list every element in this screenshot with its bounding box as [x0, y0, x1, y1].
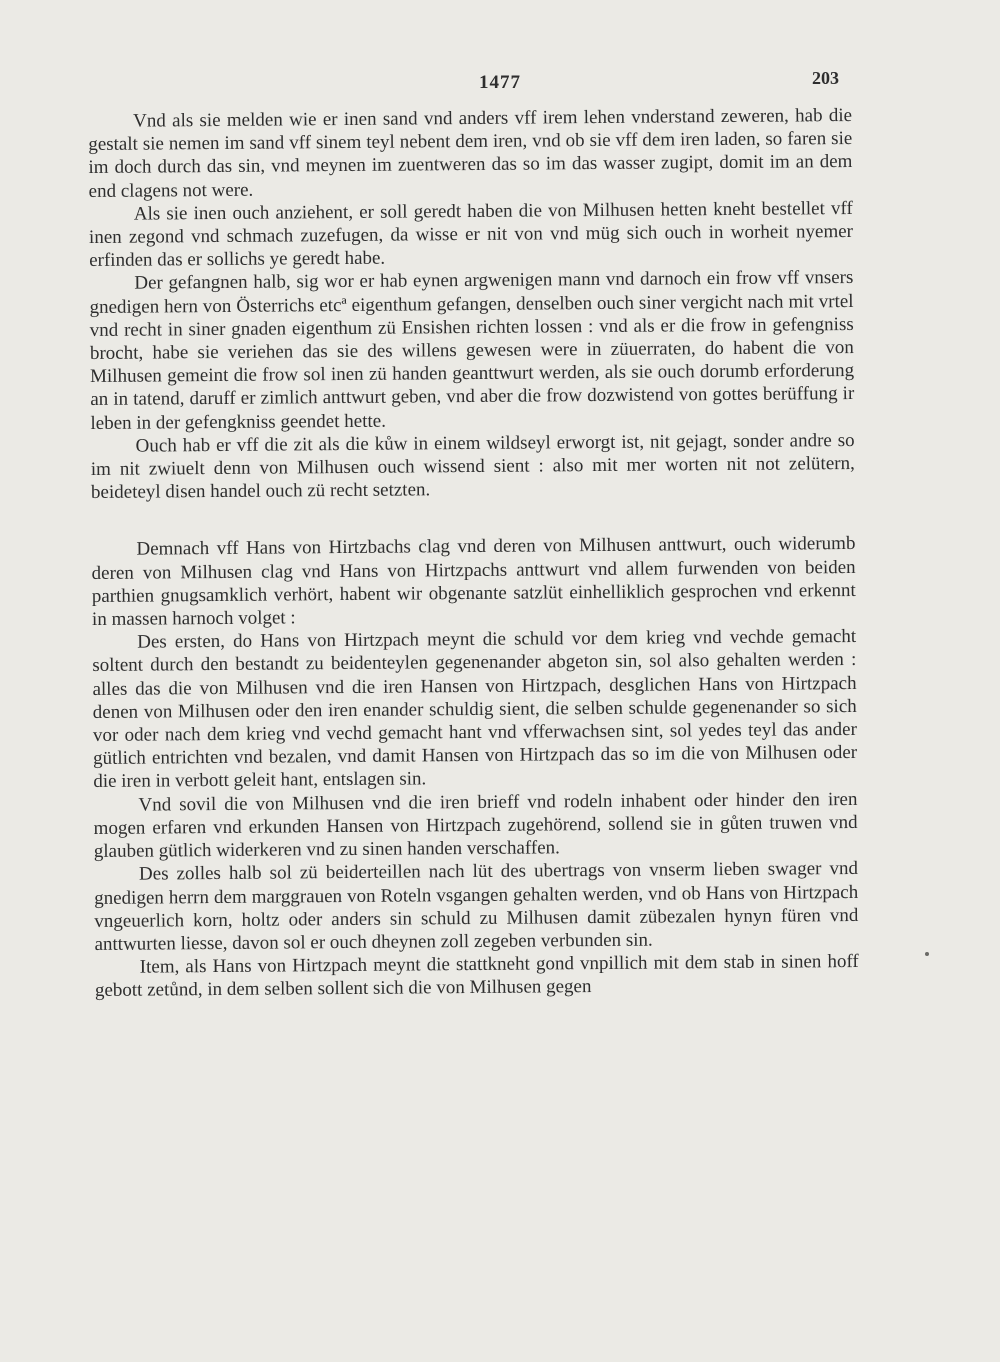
paragraph: Demnach vff Hans von Hirtzbachs clag vnd deren von Milhusen anttwurt, ouch widerumb deren von Milhusen clag vnd Hans von Hirtzpachs anttwurt vnd allem furwenden von beiden parthien gnugsamklich verhört, habent wir obgenante satzlüt einhelliklich gesprochen vnd erkennt in massen harnoch volget :: [91, 533, 856, 631]
paragraph: Des zolles halb sol zü beiderteillen nach lüt des ubertrags von vnserm lieben swager vnd gnedigen herrn dem marggrauen von Roteln vsgangen gehalten werden, vnd ob Hans von Hirtzpach vngeuerlich korn, holtz oder anders sin schuld zu Milhusen damit zübezalen hynyn füren vnd anttwurten liesse, davon sol er ouch dheynen zoll zegeben verbunden sin.: [94, 858, 859, 955]
body-text: [88, 104, 859, 1002]
page-number: 203: [812, 68, 839, 88]
paragraph: Vnd als sie melden wie er inen sand vnd anders vff irem lehen vnderstand zeweren, hab die gestalt sie nemen im sand vff sinem teyl nebent dem iren, vnd ob sie vff dem iren laden, so faren sie im doch durch das sin, vnd meynen im zuentweren das so im das wasser zugipt, domit im an dem end clagens not were.: [88, 104, 853, 202]
paragraph: Vnd sovil die von Milhusen vnd die iren brieff vnd rodeln inhabent oder hinder den iren mogen erfaren vnd erkunden Hansen von Hirtzpach zugehörend, sollend sie in gůten truwen vnd glauben gütlich widerkeren vnd zu sinen handen verschaffen.: [93, 788, 858, 863]
running-header-year: 1477: [479, 72, 521, 93]
paragraph: Der gefangnen halb, sig wor er hab eynen argwenigen mann vnd darnoch ein frow vff vnsers gnedigen hern von Österrichs etcª eigenthum gefangen, denselben ouch siner vergicht nach mit vrtel vnd recht in siner gnaden eigenthum zü Ensishen richten lossen : vnd als er die frow in gefengniss brocht, habe sie veriehen das sie des willens gewesen were in züuerraten, do habent die von Milhusen gemeint die frow sol inen zü handen geanttwurt werden, als sie ouch dorumb erforderung an in tatend, daruff er zimlich anttwurt geben, vnd aber die frow dozwistend von gottes berüffung ir leben in der gefengkniss geendet hette.: [89, 267, 855, 434]
paragraph: Als sie inen ouch anziehent, er soll geredt haben die von Milhusen hetten kneht bestellet vff inen zegond vnd schmach zuzefugen, da wisse er nit von vnd müg sich ouch in worheit nyemer erfinden das er sollichs ye geredt habe.: [88, 197, 854, 272]
paragraph: Item, als Hans von Hirtzpach meynt die stattkneht gond vnpillich mit dem stab in sinen hoff gebott zetůnd, in dem selben sollent sich die von Milhusen gegen: [94, 951, 859, 1002]
paragraph: Ouch hab er vff die zit als die kůw in einem wildseyl erworgt ist, nit gejagt, sonder andre so im nit zwiuelt denn von Milhusen ouch wissend sient : also mit mer worten nit not zelütern, beideteyl disen handel ouch zü recht setzten.: [90, 429, 855, 504]
paragraph: Des ersten, do Hans von Hirtzpach meynt die schuld vor dem krieg vnd vechde gemacht soltent durch den bestandt zu beidenteylen gegenenander abgeton sin, sol also gehalten werden : alles das die von Milhusen vnd die iren Hansen von Hirtzpach, desglichen Hans von Hirtzpach denen von Milhusen oder den iren enander schuldig sient, die selben schulde gegenenander so sich vor oder nach dem krieg vnd vechd gemacht hant vnd vfferwachsen sint, sol yedes teyl das ander gütlich entrichten vnd bezalen, vnd damit Hansen von Hirtzpach das so im die von Milhusen oder die iren in verbott geleit hant, entslagen sin.: [92, 626, 858, 793]
ink-speck: [925, 952, 929, 956]
